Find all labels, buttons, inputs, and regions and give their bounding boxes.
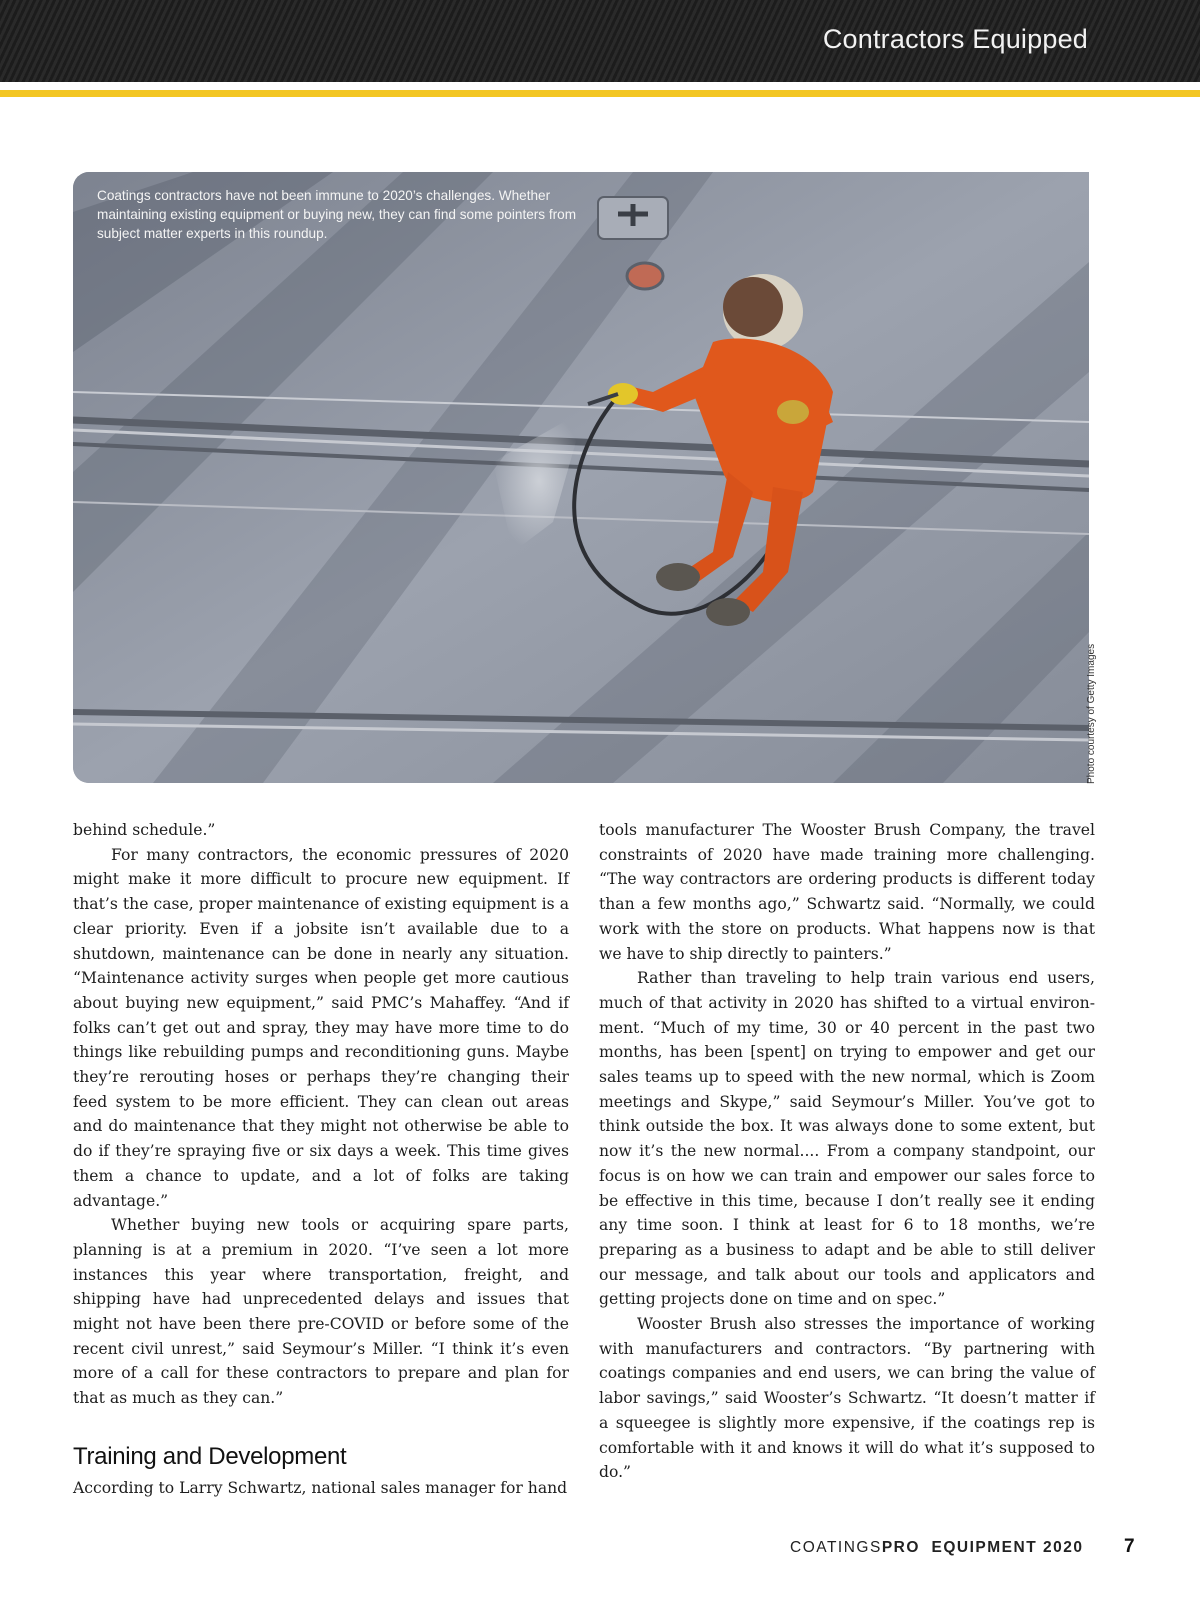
section-title: Contractors Equipped	[822, 24, 1088, 54]
paragraph: Whether buying new tools or acquiring spare parts, planning is at a premium in 2020. “I’ve seen a lot more instances this year where transportation, freight, and shipping have had unprecedented delays and issues that might not have been there pre-COVID or before some of the recent civil unrest,” said Seymour’s Miller. “I think it’s even more of a call for these contractors to prepare and plan for that as much as they can.”	[73, 1216, 569, 1408]
photo-credit: Photo courtesy of Getty Images	[1086, 643, 1097, 784]
header-accent-rule	[0, 90, 1200, 97]
footer-brand	[790, 1539, 1090, 1557]
article-column-left	[73, 818, 569, 1500]
paragraph: According to Larry Schwartz, national sales manager for hand	[73, 1478, 568, 1497]
footer-issue: EQUIPMENT 2020	[931, 1539, 1084, 1556]
page-number: 7	[1124, 1536, 1135, 1557]
article-column-right	[599, 818, 1095, 1485]
paragraph: Rather than traveling to help train various end users, much of that activity in 2020 has shifted to a virtual environ-ment. “Much of my time, 30 or 40 percent in the past two months, has been [spent] on trying to empower and get our sales teams up to speed with the new normal, which is Zoom meetings and Skype,” said Seymour’s Miller. You’ve got to think outside the box. It was always done to some extent, but now it’s the new normal.... From a company standpoint, our focus is on how we can train and empower our sales force to be effective in this time, because I don’t really see it ending any time soon. I think at least for 6 to 18 months, we’re preparing as a business to adapt and be able to still deliver our message, and talk about our tools and applicators and getting projects done on time and on spec.”	[599, 969, 1095, 1309]
photo-illustration	[73, 172, 1089, 783]
photo-caption: Coatings contractors have not been immune to 2020’s challenges. Whether maintaining existing equipment or buying new, they can find some pointers from subject matter experts in this roundup.	[97, 188, 577, 241]
feature-photo	[73, 172, 1089, 783]
paragraph: behind schedule.”	[73, 821, 216, 839]
header-bar	[0, 0, 1200, 82]
header-divider	[0, 82, 1200, 90]
section-subheading: Training and Development	[73, 1442, 347, 1470]
paragraph: Wooster Brush also stresses the importance of working with manufacturers and contractors. “By partnering with coatings companies and end users, we can bring the value of labor savings,” said Wooster’s Schwartz. “It doesn’t matter if a squeegee is slightly more expensive, if the coatings rep is comfortable with it and knows it will do what it’s supposed to do.”	[599, 1315, 1095, 1482]
paragraph: For many contractors, the economic pressures of 2020 might make it more difficult to procure new equipment. If that’s the case, proper maintenance of existing equipment is a clear priority. Even if a jobsite isn’t available due to a shutdown, maintenance can be done in nearly any situation. “Maintenance activity surges when people get more cautious about buying new equipment,” said PMC’s Mahaffey. “And if folks can’t get out and spray, they may have more time to do things like rebuilding pumps and reconditioning guns. Maybe they’re rerouting hoses or perhaps they’re changing their feed system to be more efficient. They can clean out areas and do maintenance that they might not otherwise be able to do if they’re spraying five or six days a week. This time gives them a chance to update, and a lot of folks are taking advantage.”	[73, 845, 569, 1210]
footer-brand-name: COATINGS	[790, 1539, 882, 1556]
footer-brand-pro: PRO	[881, 1539, 920, 1556]
paragraph: tools manufacturer The Wooster Brush Company, the travel constraints of 2020 have made training more challenging. “The way contractors are ordering products is different today than a few months ago,” Schwartz said. “Normally, we could work with the store on products. What happens now is that we have to ship directly to painters.”	[599, 821, 1095, 963]
